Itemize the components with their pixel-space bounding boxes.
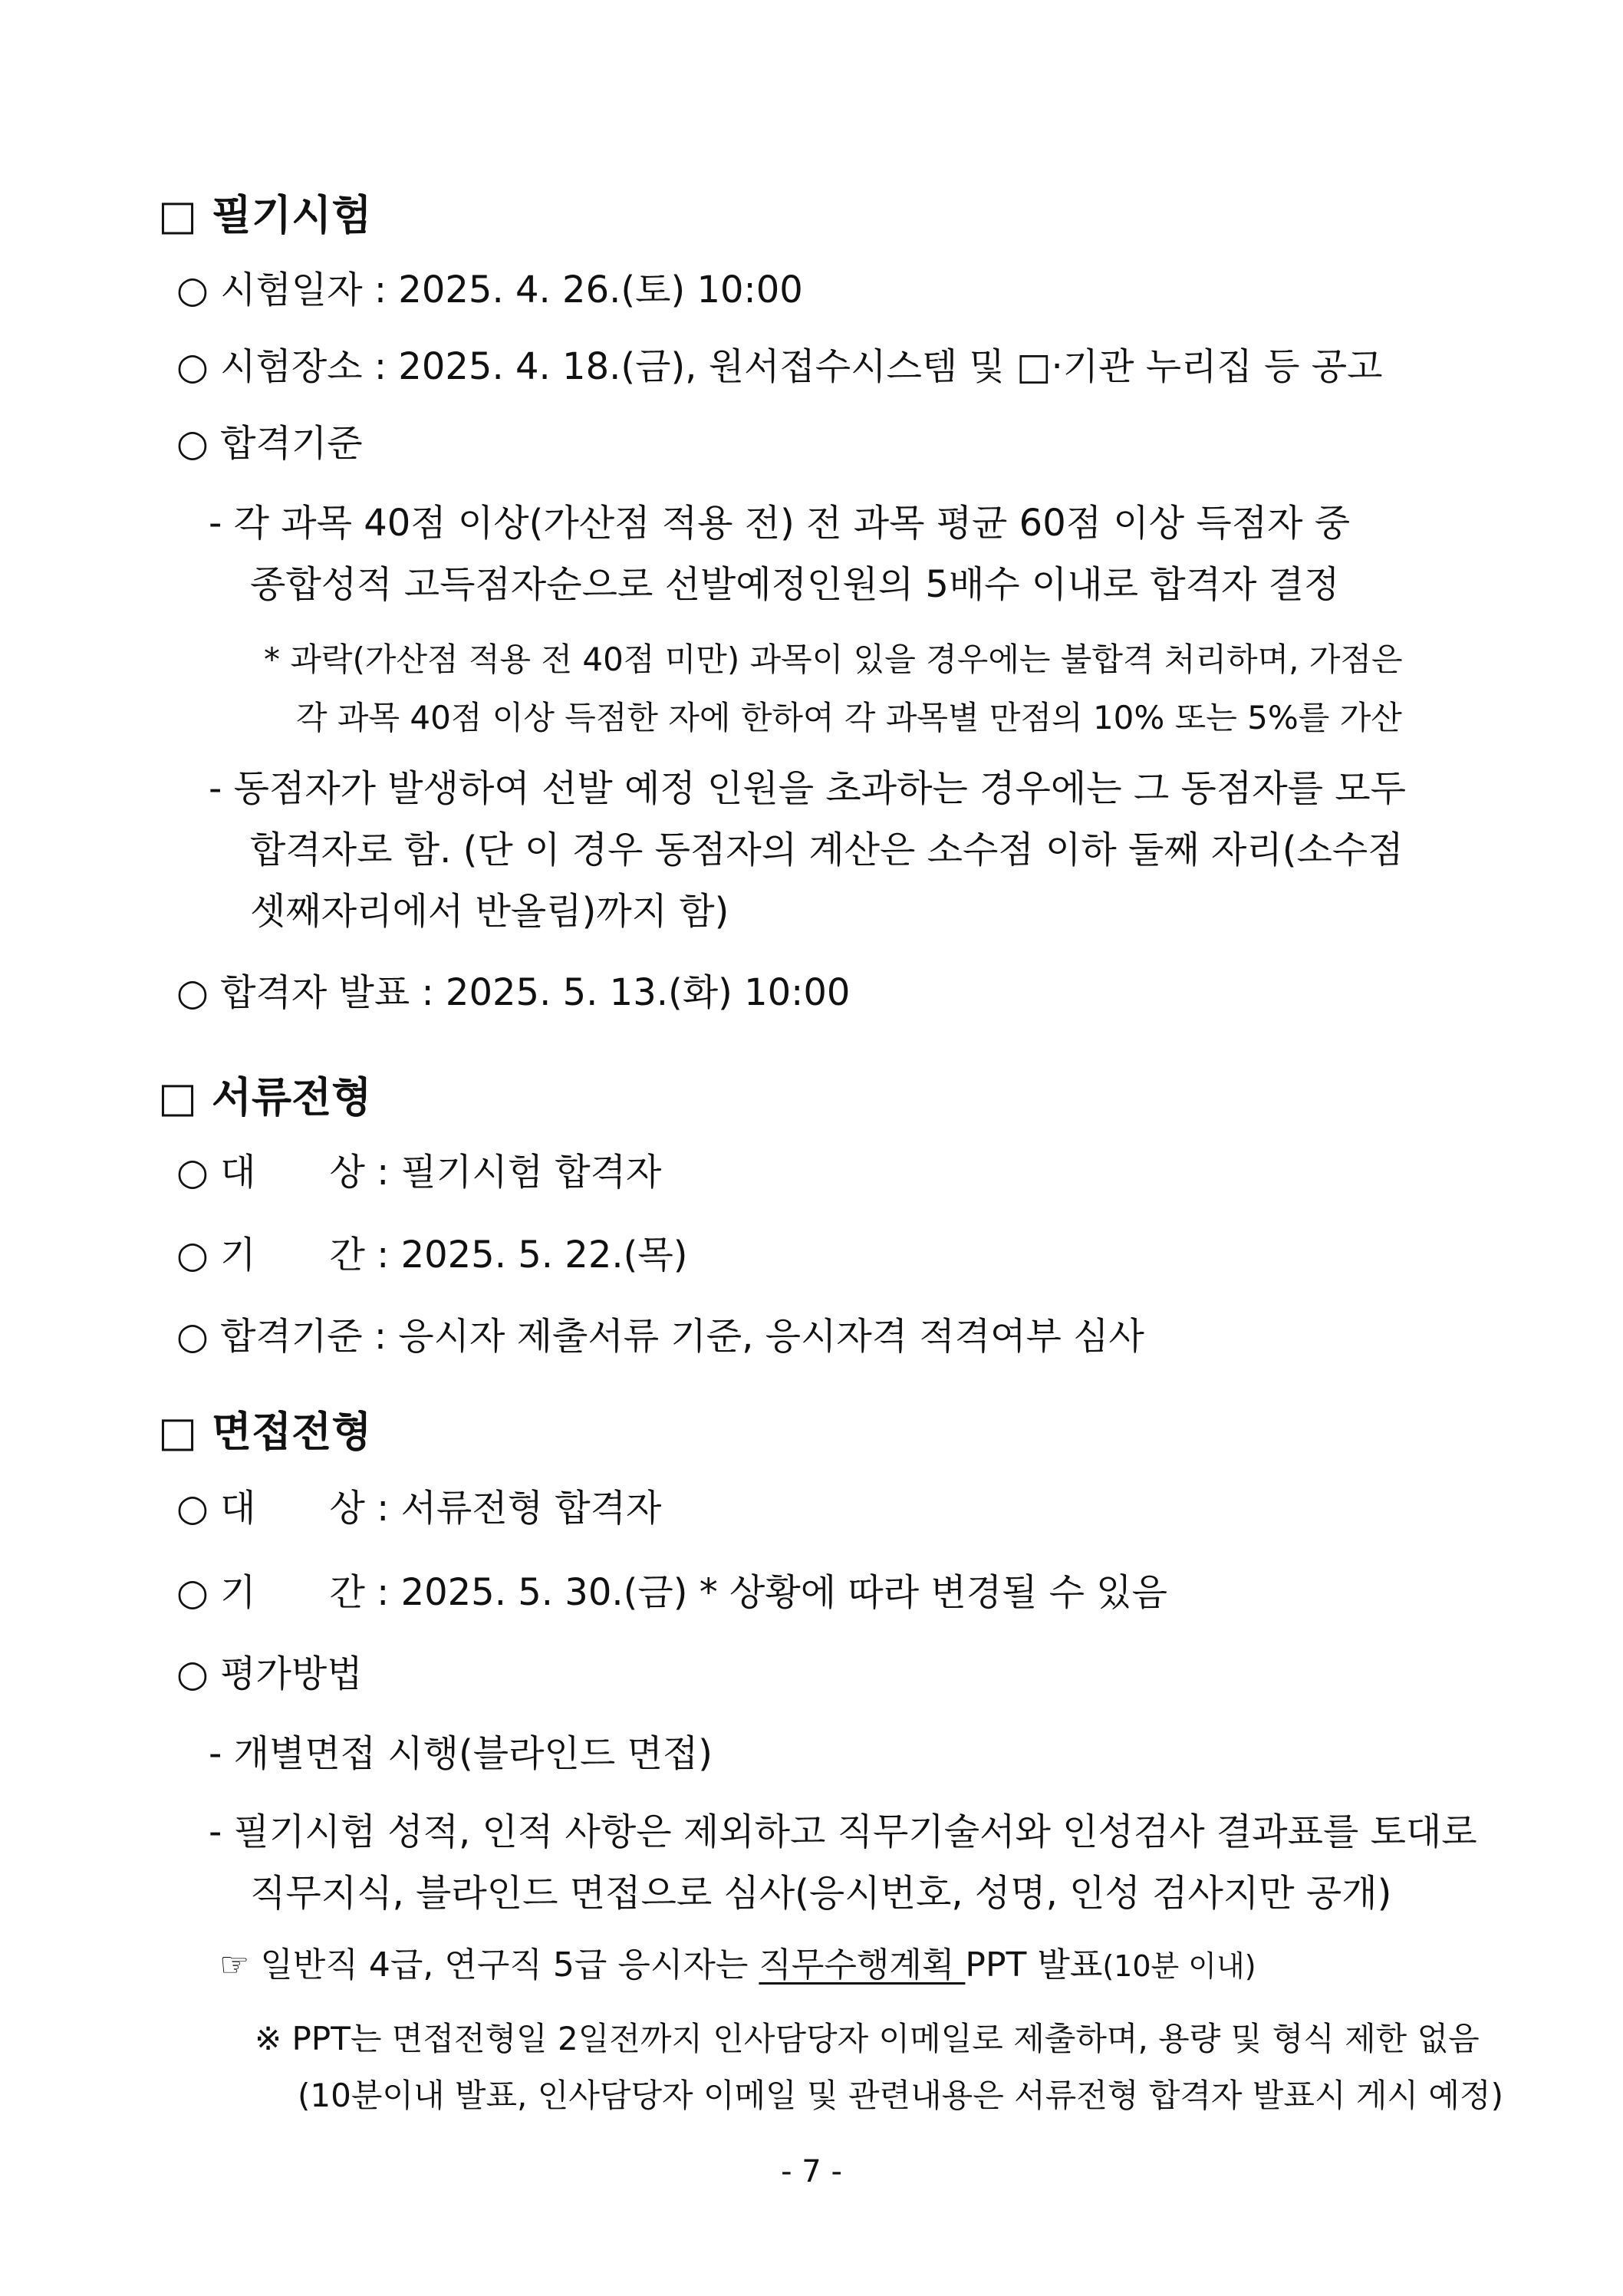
exam-venue: ○ 시험장소 : 2025. 4. 18.(금), 원서접수시스템 및 □·기관 누리집 등 공고 bbox=[176, 345, 1383, 388]
ppt-suffix: PPT 발표 bbox=[965, 1945, 1103, 1985]
ppt-underlined: 직무수행계획 bbox=[759, 1945, 966, 1985]
page-number: - 7 - bbox=[781, 2154, 842, 2189]
ppt-submission-note-cont: (10분이내 발표, 인사담당자 이메일 및 관련내용은 서류전형 합격자 발표시 게시 예정) bbox=[298, 2077, 1503, 2114]
evaluation-method-item-2: - 필기시험 성적, 인적 사항은 제외하고 직무기술서와 인성검사 결과표를 토대로 bbox=[209, 1810, 1477, 1853]
section-heading-document-screening: □ 서류전형 bbox=[158, 1073, 372, 1122]
evaluation-method-item-2-cont: 직무지식, 블라인드 면접으로 심사(응시번호, 성명, 인성 검사지만 공개) bbox=[250, 1872, 1392, 1915]
pass-criteria-label: ○ 합격기준 bbox=[176, 422, 363, 465]
screening-target: ○ 대 상 : 필기시험 합격자 bbox=[176, 1151, 662, 1194]
pass-criteria-item-1-cont: 종합성적 고득점자순으로 선발예정인원의 5배수 이내로 합격자 결정 bbox=[250, 563, 1340, 606]
fail-rule-note: * 과락(가산점 적용 전 40점 미만) 과목이 있을 경우에는 불합격 처리하며, 가점은 bbox=[264, 641, 1403, 678]
pass-criteria-item-1: - 각 과목 40점 이상(가산점 적용 전) 전 과목 평균 60점 이상 득점자 중 bbox=[209, 502, 1351, 545]
screening-criteria: ○ 합격기준 : 응시자 제출서류 기준, 응시자격 적격여부 심사 bbox=[176, 1315, 1144, 1358]
announcement-date: ○ 합격자 발표 : 2025. 5. 13.(화) 10:00 bbox=[176, 971, 851, 1014]
fail-rule-note-cont: 각 과목 40점 이상 득점한 자에 한하여 각 과목별 만점의 10% 또는 5%를 가산 bbox=[296, 699, 1402, 736]
interview-period: ○ 기 간 : 2025. 5. 30.(금) * 상황에 따라 변경될 수 있음 bbox=[176, 1571, 1168, 1614]
interview-target: ○ 대 상 : 서류전형 합격자 bbox=[176, 1487, 662, 1530]
pass-criteria-item-2-cont: 합격자로 함. (단 이 경우 동점자의 계산은 소수점 이하 둘째 자리(소수점 bbox=[250, 828, 1404, 871]
ppt-presentation-line bbox=[219, 1942, 1256, 1989]
ppt-submission-note: ※ PPT는 면접전형일 2일전까지 인사담당자 이메일로 제출하며, 용량 및 형식 제한 없음 bbox=[255, 2020, 1480, 2057]
pass-criteria-item-2: - 동점자가 발생하여 선발 예정 인원을 초과하는 경우에는 그 동점자를 모두 bbox=[209, 767, 1406, 810]
ppt-time: (10분 이내) bbox=[1102, 1949, 1256, 1983]
ppt-prefix: ☞ 일반직 4급, 연구직 5급 응시자는 bbox=[219, 1945, 759, 1985]
evaluation-method-item-1: - 개별면접 시행(블라인드 면접) bbox=[209, 1732, 713, 1775]
screening-period: ○ 기 간 : 2025. 5. 22.(목) bbox=[176, 1234, 688, 1276]
section-heading-written-exam: □ 필기시험 bbox=[158, 191, 372, 239]
evaluation-method-label: ○ 평가방법 bbox=[176, 1652, 363, 1695]
exam-date: ○ 시험일자 : 2025. 4. 26.(토) 10:00 bbox=[176, 268, 803, 311]
section-heading-interview: □ 면접전형 bbox=[158, 1408, 372, 1456]
pass-criteria-item-2-cont2: 셋째자리에서 반올림)까지 함) bbox=[250, 890, 729, 933]
